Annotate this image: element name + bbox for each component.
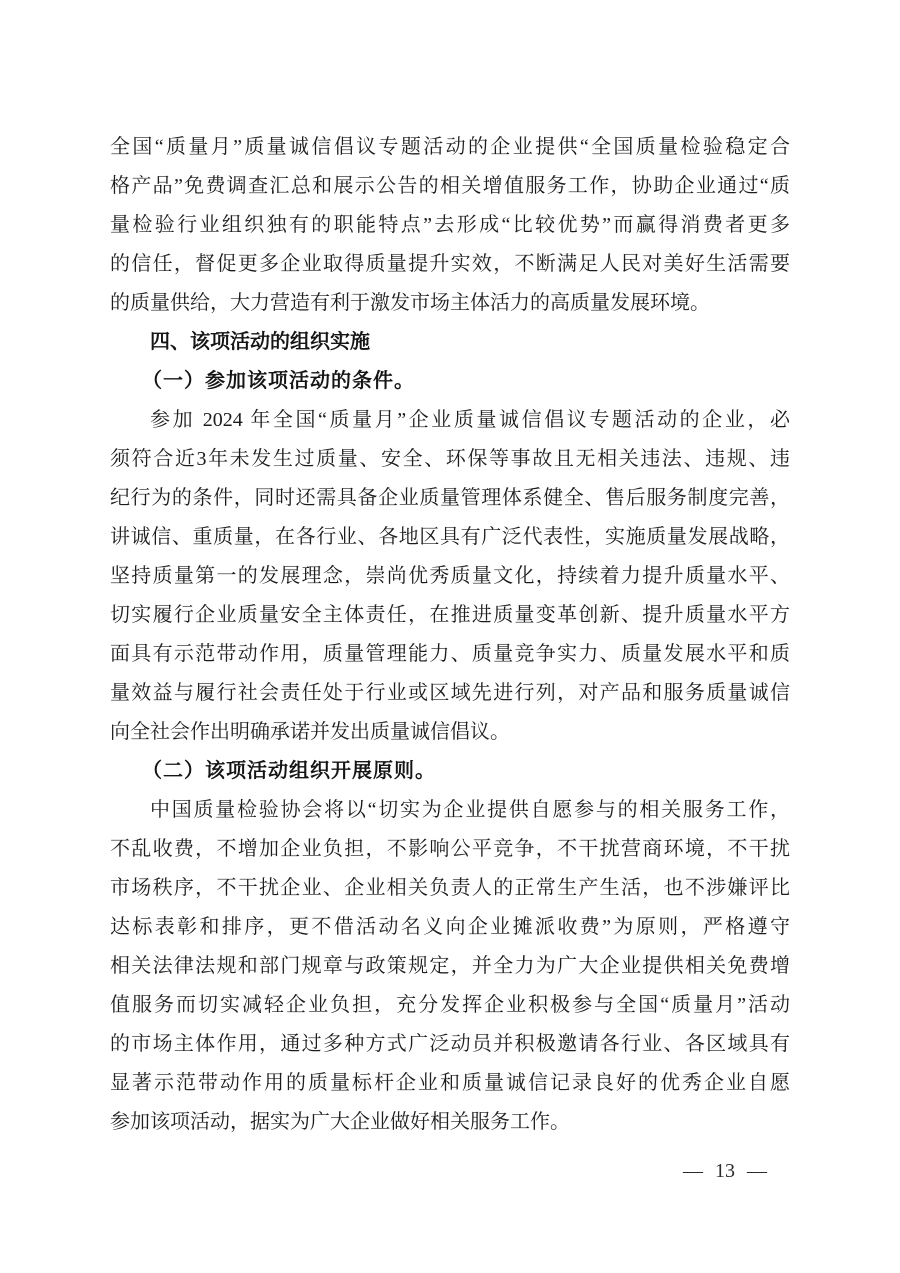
subsection-heading: （二）该项活动组织开展原则。 bbox=[142, 760, 436, 782]
paragraph bbox=[110, 401, 790, 752]
page-number-dash-right: — bbox=[747, 1160, 767, 1182]
paragraph bbox=[110, 791, 790, 1142]
text-line: 坚持质量第一的发展理念，崇尚优秀质量文化，持续着力提升质量水平、 bbox=[110, 565, 790, 587]
document-body bbox=[110, 128, 790, 1142]
text-line: 格产品”免费调查汇总和展示公告的相关增值服务工作，协助企业通过“质 bbox=[110, 175, 790, 197]
text-line: 须符合近3年未发生过质量、安全、环保等事故且无相关违法、违规、违 bbox=[110, 448, 790, 470]
text-line: 参加该项活动，据实为广大企业做好相关服务工作。 bbox=[110, 1111, 570, 1133]
text-line: 全国“质量月”质量诚信倡议专题活动的企业提供“全国质量检验稳定合 bbox=[110, 136, 790, 158]
text-line: 向全社会作出明确承诺并发出质量诚信倡议。 bbox=[110, 721, 510, 743]
text-line: 的信任，督促更多企业取得质量提升实效，不断满足人民对美好生活需要 bbox=[110, 253, 790, 275]
text-line: 面具有示范带动作用，质量管理能力、质量竞争实力、质量发展水平和质 bbox=[110, 643, 790, 665]
text-line: 中国质量检验协会将以“切实为企业提供自愿参与的相关服务工作， bbox=[150, 799, 790, 821]
page-number-value: 13 bbox=[715, 1160, 735, 1182]
text-line: 值服务而切实减轻企业负担，充分发挥企业积极参与全国“质量月”活动 bbox=[110, 994, 790, 1016]
text-line: 参加 2024 年全国“质量月”企业质量诚信倡议专题活动的企业，必 bbox=[150, 409, 790, 431]
text-line: 显著示范带动作用的质量标杆企业和质量诚信记录良好的优秀企业自愿 bbox=[110, 1072, 790, 1094]
page-number-dash-left: — bbox=[683, 1160, 703, 1182]
text-line: 量效益与履行社会责任处于行业或区域先进行列，对产品和服务质量诚信 bbox=[110, 682, 790, 704]
subsection-heading: （一）参加该项活动的条件。 bbox=[142, 370, 415, 392]
text-line: 量检验行业组织独有的职能特点”去形成“比较优势”而赢得消费者更多 bbox=[110, 214, 790, 236]
text-line: 相关法律法规和部门规章与政策规定，并全力为广大企业提供相关免费增 bbox=[110, 955, 790, 977]
text-line: 不乱收费，不增加企业负担，不影响公平竞争，不干扰营商环境，不干扰 bbox=[110, 838, 790, 860]
page-number bbox=[683, 1158, 767, 1184]
text-line: 讲诚信、重质量，在各行业、各地区具有广泛代表性，实施质量发展战略， bbox=[110, 526, 790, 548]
text-line: 纪行为的条件，同时还需具备企业质量管理体系健全、售后服务制度完善， bbox=[110, 487, 790, 509]
text-line: 达标表彰和排序，更不借活动名义向企业摊派收费”为原则，严格遵守 bbox=[110, 916, 790, 938]
text-line: 的质量供给，大力营造有利于激发市场主体活力的高质量发展环境。 bbox=[110, 292, 710, 314]
text-line: 切实履行企业质量安全主体责任，在推进质量变革创新、提升质量水平方 bbox=[110, 604, 790, 626]
paragraph bbox=[110, 128, 790, 323]
text-line: 市场秩序，不干扰企业、企业相关负责人的正常生产生活，也不涉嫌评比 bbox=[110, 877, 790, 899]
section-heading: 四、该项活动的组织实施 bbox=[150, 331, 370, 353]
text-line: 的市场主体作用，通过多种方式广泛动员并积极邀请各行业、各区域具有 bbox=[110, 1033, 790, 1055]
